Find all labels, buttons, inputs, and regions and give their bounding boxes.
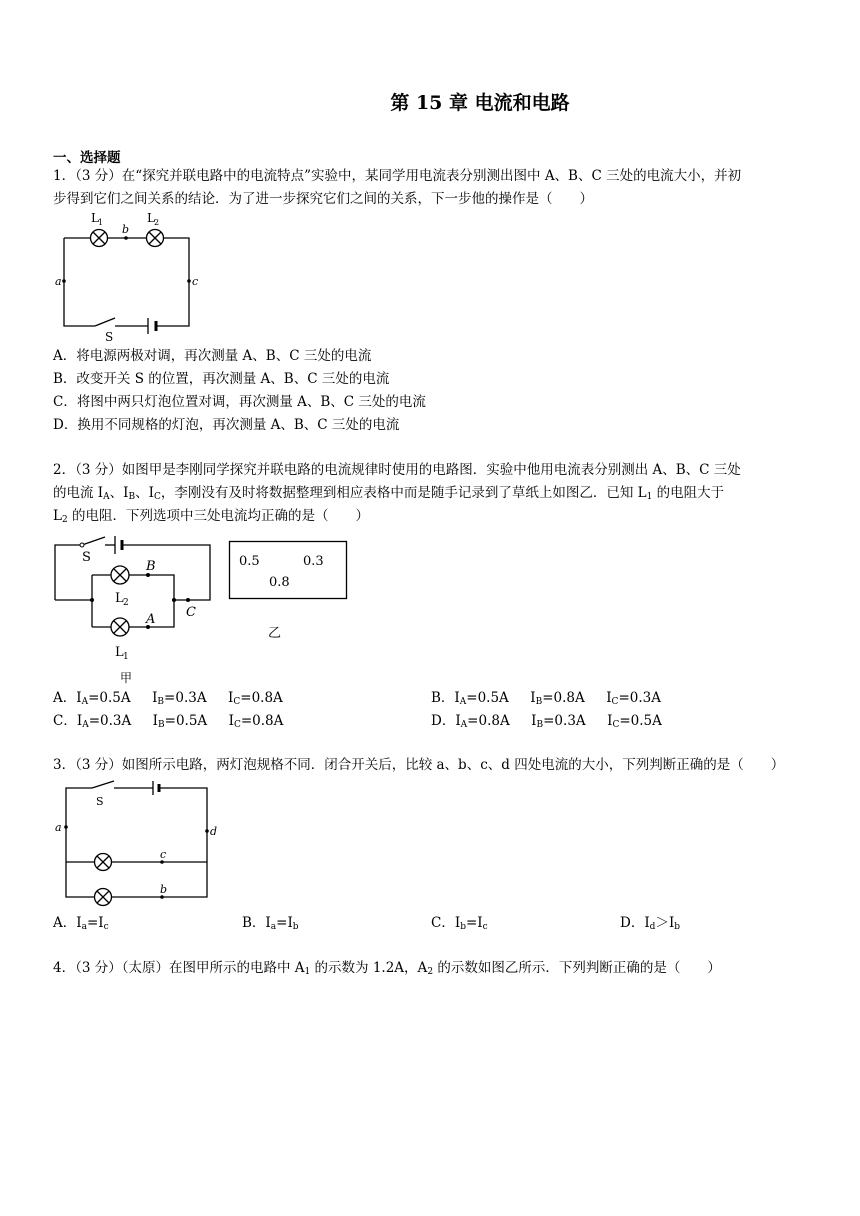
q2-label-s: S — [82, 550, 91, 565]
q3-label-a: a — [55, 821, 62, 834]
q1-option-a: A．将电源两极对调，再次测量 A、B、C 三处的电流 — [53, 348, 372, 364]
q2-option-a: A．$I_A=0.5A$ $I_B=0.3A$ $I_C=0.8A$ — [53, 690, 283, 707]
svg-text:1: 1 — [123, 652, 129, 662]
q1-label-b: b — [122, 223, 130, 236]
q1-circuit-diagram — [55, 208, 215, 346]
q2-label-a: A — [146, 612, 156, 627]
q2-paper-value-2: 0.3 — [303, 554, 324, 569]
q1-option-d: D．换用不同规格的灯泡，再次测量 A、B、C 三处的电流 — [53, 417, 400, 433]
q3-stem: 3．（3 分）如图所示电路，两灯泡规格不同．闭合开关后，比较 a、b、c、d 四处电流的大小，下列判断正确的是（ ） — [53, 757, 785, 773]
q1-option-b: B．改变开关 S 的位置，再次测量 A、B、C 三处的电流 — [53, 371, 390, 387]
q1-option-c: C．将图中两只灯泡位置对调，再次测量 A、B、C 三处的电流 — [53, 394, 426, 410]
q3-circuit-diagram — [52, 778, 222, 908]
q2-stem-line2: 的电流 $I_A$、$I_B$、$I_C$，李刚没有及时将数据整理到相应表格中而是随手记录到了草纸上如图乙．已知 $L_1$ 的电阻大于 — [53, 485, 725, 502]
q2-label-l2: L — [115, 591, 124, 606]
q3-option-b: B．$I_a=I_b$ — [242, 915, 299, 932]
q3-option-a: A．$I_a=I_c$ — [53, 915, 109, 932]
q2-scratch-paper-yi — [228, 540, 352, 642]
svg-text:2: 2 — [154, 218, 160, 227]
q2-label-l1: L — [115, 645, 124, 660]
svg-text:2: 2 — [123, 598, 129, 608]
q2-option-d: D．$I_A=0.8A$ $I_B=0.3A$ $I_C=0.5A$ — [431, 713, 662, 730]
q2-label-c: C — [186, 605, 196, 620]
q2-stem-line3: $L_2$ 的电阻．下列选项中三处电流均正确的是（ ） — [53, 508, 369, 525]
q2-label-b: B — [146, 559, 156, 574]
q1-label-l2: L — [147, 211, 155, 225]
q2-fig-yi-label: 乙 — [268, 626, 282, 641]
q2-option-b: B．$I_A=0.5A$ $I_B=0.8A$ $I_C=0.3A$ — [431, 690, 661, 707]
q2-paper-value-3: 0.8 — [269, 575, 290, 590]
q3-option-c: C．$I_b=I_c$ — [431, 915, 488, 932]
q2-fig-jia-label: 甲 — [120, 671, 133, 685]
q2-paper-value-1: 0.5 — [239, 554, 260, 569]
q3-label-c: c — [160, 848, 167, 861]
q3-option-d: D．$I_d>I_b$ — [620, 915, 681, 932]
svg-text:1: 1 — [98, 218, 104, 227]
q2-circuit-diagram-jia — [50, 530, 222, 690]
q4-stem: 4．（3 分）（太原）在图甲所示的电路中 $A_1$ 的示数为 1.2A，$A_2$ 的示数如图乙所示．下列判断正确的是（ ） — [53, 960, 721, 977]
q1-label-a: a — [55, 275, 62, 288]
q1-stem-line1: 1．（3 分）在“探究并联电路中的电流特点”实验中，某同学用电流表分别测出图中 A、B、C 三处的电流大小，并初 — [53, 168, 742, 184]
q1-label-c: c — [192, 275, 199, 288]
q3-label-b: b — [160, 883, 168, 896]
q1-stem-line2: 步得到它们之间关系的结论．为了进一步探究它们之间的关系，下一步他的操作是（ ） — [53, 191, 593, 207]
q1-label-s: S — [105, 330, 114, 344]
section-heading: 一、选择题 — [53, 150, 121, 166]
q2-stem-line1: 2．（3 分）如图甲是李刚同学探究并联电路的电流规律时使用的电路图．实验中他用电流表分别测出 A、B、C 三处 — [53, 462, 741, 478]
page-title: 第 15 章 电流和电路 — [390, 92, 570, 114]
q1-label-l1: L — [91, 211, 99, 225]
q3-label-s: S — [96, 795, 104, 808]
q3-label-d: d — [210, 825, 218, 838]
q2-option-c: C．$I_A=0.3A$ $I_B=0.5A$ $I_C=0.8A$ — [53, 713, 284, 730]
